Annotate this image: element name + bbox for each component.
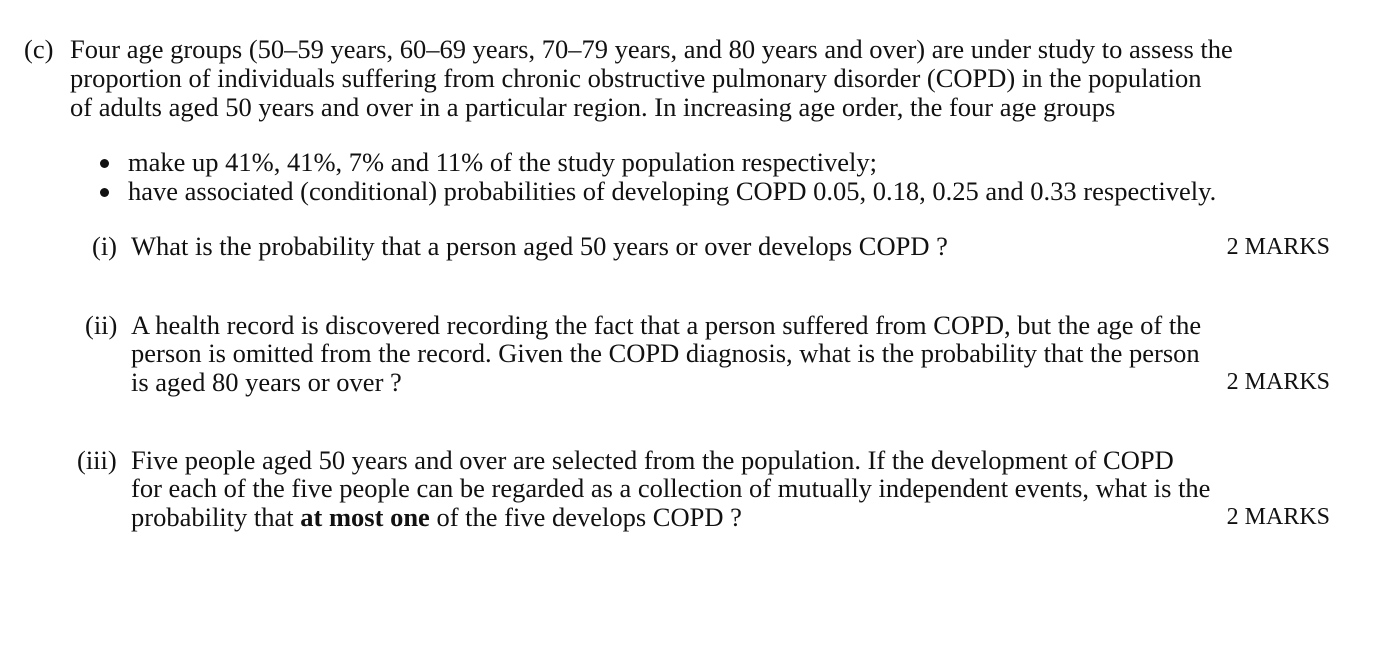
- marks-label: 2 MARKS: [1226, 504, 1330, 530]
- question-text-after: of the five develops COPD ?: [429, 502, 742, 532]
- marks-label: 2 MARKS: [1226, 369, 1330, 395]
- question-text: [131, 502, 742, 532]
- question-text: is aged 80 years or over ?: [131, 367, 402, 397]
- intro-line: proportion of individuals suffering from chronic obstructive pulmonary disorder (COPD) in the population: [70, 63, 1202, 93]
- intro-line: Four age groups (50–59 years, 60–69 years, 70–79 years, and 80 years and over) are under study to assess the: [70, 34, 1233, 64]
- bullet-item: have associated (conditional) probabilities of developing COPD 0.05, 0.18, 0.25 and 0.33 respectively.: [128, 176, 1217, 206]
- part-c-label: (c): [24, 34, 54, 64]
- question-label: (i): [92, 231, 118, 261]
- question-text: A health record is discovered recording the fact that a person suffered from COPD, but the age of the: [131, 310, 1202, 340]
- question-text: person is omitted from the record. Given the COPD diagnosis, what is the probability that the person: [131, 338, 1200, 368]
- emphasis-text: at most one: [300, 502, 430, 532]
- question-label: (iii): [77, 445, 117, 475]
- marks-label: 2 MARKS: [1226, 234, 1330, 260]
- question-text-before: probability that: [131, 502, 301, 532]
- bullet-item: make up 41%, 41%, 7% and 11% of the study population respectively;: [128, 147, 877, 177]
- bullet-icon: [100, 159, 109, 168]
- bullet-icon: [100, 188, 109, 197]
- question-text: for each of the five people can be regarded as a collection of mutually independent events, what is the: [131, 473, 1211, 503]
- question-text: What is the probability that a person aged 50 years or over develops COPD ?: [131, 231, 948, 261]
- intro-line: of adults aged 50 years and over in a particular region. In increasing age order, the four age groups: [70, 92, 1116, 122]
- question-label: (ii): [85, 310, 118, 340]
- question-text: Five people aged 50 years and over are selected from the population. If the development of COPD: [131, 445, 1174, 475]
